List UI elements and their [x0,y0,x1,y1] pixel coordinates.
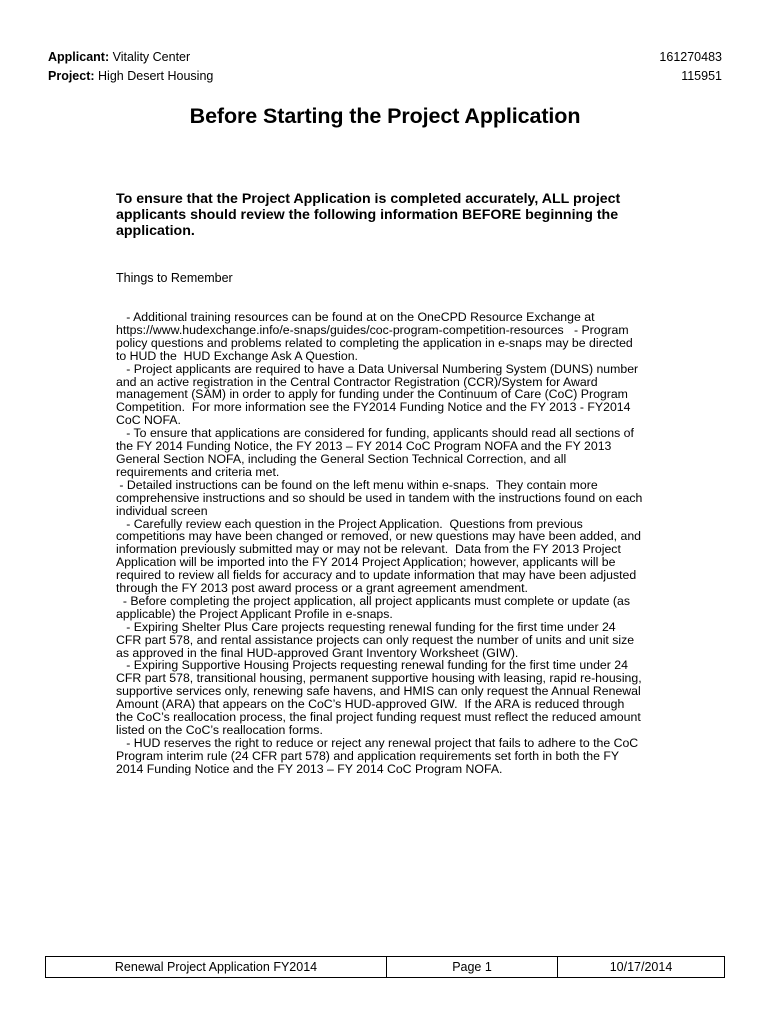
body-line: - Expiring Shelter Plus Care projects requesting renewal funding for the first time under 24 [116,619,616,634]
body-line: and an active registration in the Central Contractor Registration (CCR)/System for Award [116,374,598,389]
body-text [116,311,661,776]
footer-page-number: Page 1 [387,957,558,977]
body-line: Application will be imported into the FY 2014 Project Application; however, applicants will be [116,555,616,570]
body-line: policy questions and problems related to completing the application in e-snaps may be directed [116,335,633,350]
body-line: supportive services only, renewing safe havens, and HMIS can only request the Annual Renewal [116,684,641,699]
body-line: General Section NOFA, including the General Section Technical Correction, and all [116,451,567,466]
body-line: - Project applicants are required to have a Data Universal Numbering System (DUNS) number [116,361,639,376]
applicant-info [48,48,190,67]
body-line: - Detailed instructions can be found on the left menu within e-snaps. They contain more [116,477,598,492]
body-line: individual screen [116,503,208,518]
page-footer [45,956,725,978]
body-line: - Before completing the project application, all project applicants must complete or update (as [116,593,631,608]
body-line: https://www.hudexchange.info/e-snaps/guides/coc-program-competition-resources - Program [116,322,629,337]
body-line: required to review all fields for accuracy and to update information that may have been adjusted [116,568,637,583]
body-line: - To ensure that applications are considered for funding, applicants should read all sections of [116,426,634,441]
body-line: requirements and criteria met. [116,464,280,479]
applicant-row [48,48,722,67]
body-line: comprehensive instructions and so should be used in tandem with the instructions found on each [116,490,643,505]
body-line: applicable) the Project Applicant Profile in e-snaps. [116,606,393,621]
body-line: competitions may have been changed or removed, or new questions may have been added, and [116,529,642,544]
body-line: Competition. For more information see the FY2014 Funding Notice and the FY 2013 - FY2014 [116,400,631,415]
body-line: - HUD reserves the right to reduce or reject any renewal project that fails to adhere to the CoC [116,735,639,750]
footer-date: 10/17/2014 [609,960,673,974]
page-title: Before Starting the Project Application [189,104,581,128]
applicant-id: 161270483 [659,50,722,64]
project-id: 115951 [681,69,722,83]
body-line: information previously submitted may or may not be relevant. Data from the FY 2013 Project [116,542,621,557]
body-line: listed on the CoC’s reallocation forms. [116,723,323,737]
project-info [48,67,213,86]
applicant-label: Applicant: [48,50,110,64]
body-line: - Carefully review each question in the Project Application. Questions from previous [116,516,583,531]
project-row [48,67,722,86]
project-name: High Desert Housing [98,69,214,83]
body-line: the CoC’s reallocation process, the final project funding request must reflect the reduced amount [116,710,641,725]
footer-document-name: Renewal Project Application FY2014 [46,957,387,977]
section-heading: Things to Remember [116,271,233,285]
body-line: 2014 Funding Notice and the FY 2013 – FY 2014 CoC Program NOFA. [116,761,503,776]
body-line: CFR part 578, and rental assistance projects can only request the number of units and unit size [116,632,635,647]
body-line: as approved in the final HUD-approved Grant Inventory Worksheet (GIW). [116,645,519,660]
project-label: Project: [48,69,95,83]
body-line: - Additional training resources can be found at on the OneCPD Resource Exchange at [116,310,595,324]
body-line: Amount (ARA) that appears on the CoC’s HUD-approved GIW. If the ARA is reduced through [116,697,625,712]
body-line: management (SAM) in order to apply for funding under the Continuum of Care (CoC) Program [116,387,628,402]
body-line: Program interim rule (24 CFR part 578) and application requirements set forth in both the FY [116,748,620,763]
body-line: to HUD the HUD Exchange Ask A Question. [116,348,358,363]
body-line: CoC NOFA. [116,413,181,428]
applicant-name: Vitality Center [112,50,191,64]
intro-paragraph: To ensure that the Project Application is completed accurately, ALL project applicants should review the following information BEFORE beginning the application. [116,191,621,239]
body-line: through the FY 2013 post award process or a grant agreement amendment. [116,581,528,596]
page-header [48,48,722,86]
body-line: - Expiring Supportive Housing Projects requesting renewal funding for the first time under 24 [116,658,628,673]
body-line: the FY 2014 Funding Notice, the FY 2013 – FY 2014 CoC Program NOFA and the FY 2013 [116,439,612,454]
body-line: CFR part 578, transitional housing, permanent supportive housing with leasing, rapid re-housing, [116,671,642,686]
